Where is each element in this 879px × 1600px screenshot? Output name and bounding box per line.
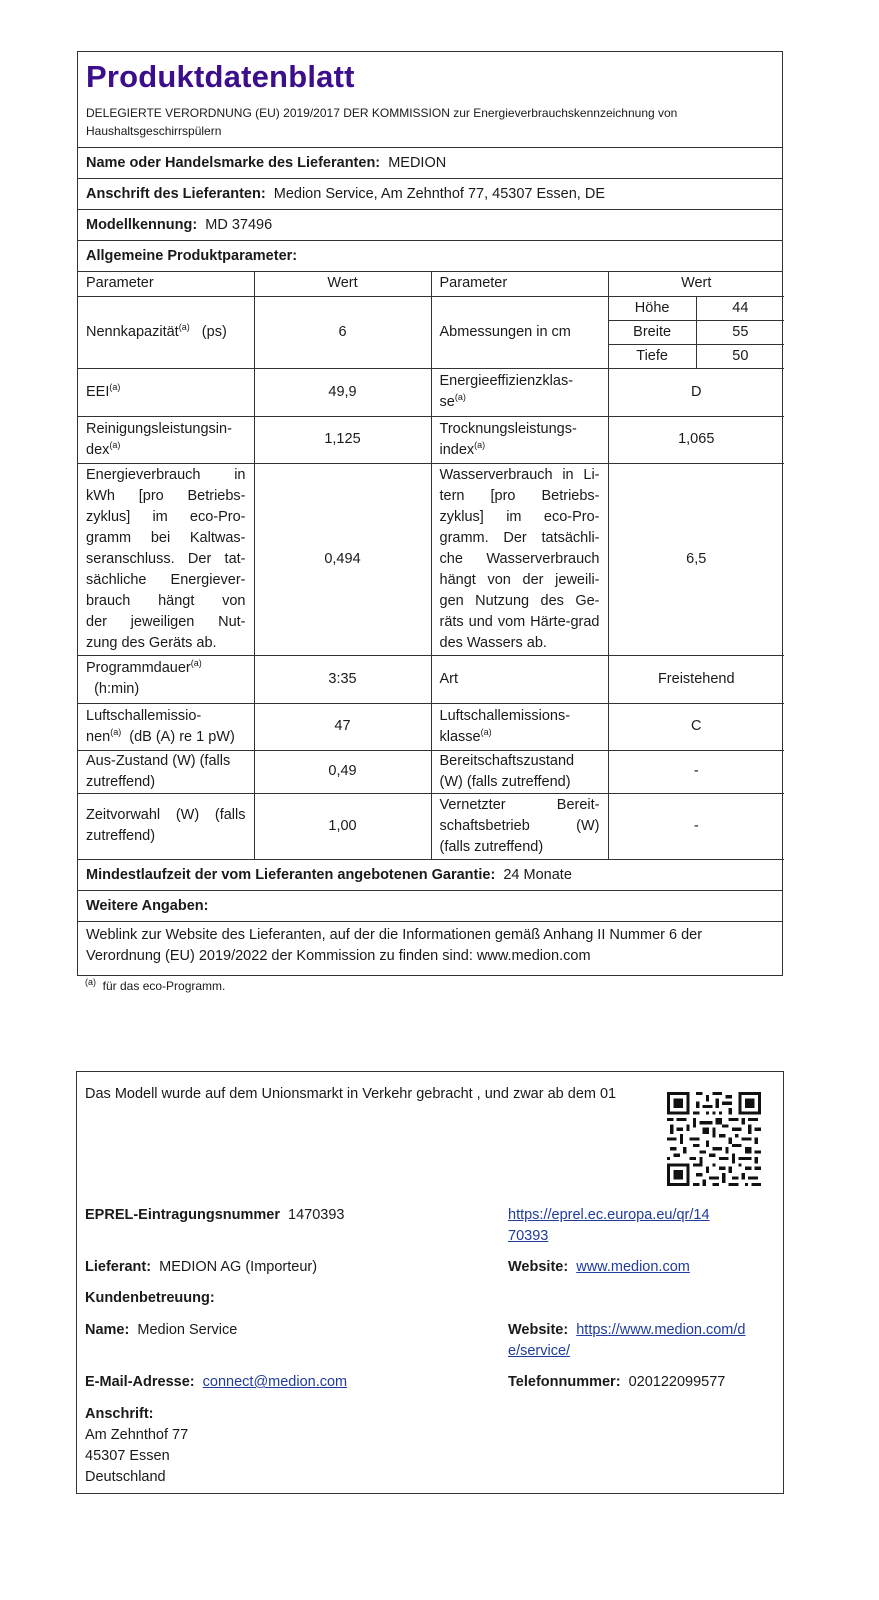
supplier-line <box>85 1257 317 1278</box>
noise-label: Luftschallemissio- nen$^{(a)}$ (dB (A) re 1 pW) <box>78 703 254 750</box>
dimensions-value <box>608 296 784 368</box>
model-row <box>78 210 782 241</box>
program-duration-value: 3:35 <box>254 655 431 703</box>
eprel-info-box <box>76 1071 784 1494</box>
header-parameter-2: Parameter <box>431 272 608 296</box>
dimension-width-value: 55 <box>696 320 784 344</box>
table-row <box>78 416 784 463</box>
market-placement-text: Das Modell wurde auf dem Unionsmarkt in Verkehr gebracht , und zwar ab dem 01 <box>85 1086 617 1102</box>
service-name-line <box>85 1320 237 1341</box>
drying-index-value: 1,065 <box>608 416 784 463</box>
table-row <box>78 703 784 750</box>
table-row <box>78 296 784 368</box>
model-value: MD 37496 <box>205 217 273 233</box>
website-label: Website: <box>508 1259 569 1275</box>
qr-code-icon[interactable] <box>667 1092 761 1186</box>
water-consumption-label: Wasserverbrauch in Li-tern [pro Betriebs-zyklus] im eco-Pro-gramm. Der tatsächli-che Wasserverbrauch hängt von der jeweili-gen Nutzung des Ge-räts und vom Härte-grad des Wassers ab. <box>431 463 608 655</box>
off-mode-label: Aus-Zustand (W) (falls zutreffend) <box>78 750 254 793</box>
capacity-value: 6 <box>254 296 431 368</box>
service-name-value: Medion Service <box>137 1322 238 1338</box>
service-website-line <box>508 1320 745 1362</box>
networked-standby-value: - <box>608 793 784 859</box>
dimension-row-depth <box>609 344 785 368</box>
efficiency-class-label: Energieeffizienzklas- $se^{(a)}$ <box>431 368 608 416</box>
dimension-row-height <box>609 297 785 321</box>
supplier-name-row <box>78 148 782 179</box>
header-value-2: Wert <box>608 272 784 296</box>
table-row <box>78 793 784 859</box>
service-website-link-line2[interactable]: e/service/ <box>508 1343 571 1359</box>
supplier-address-label: Anschrift des Lieferanten: <box>86 186 266 202</box>
customer-service-heading: Kundenbetreuung: <box>85 1290 215 1306</box>
address-line: Deutschland <box>85 1469 166 1485</box>
header-value-1: Wert <box>254 272 431 296</box>
eei-label: EEI$^{(a)}$ <box>78 368 254 416</box>
model-label: Modellkennung: <box>86 217 198 233</box>
phone-line <box>508 1372 725 1393</box>
networked-standby-label: Vernetzter Bereit- schaftsbetrieb (W) (falls zutreffend) <box>431 793 608 859</box>
website-line <box>508 1257 690 1278</box>
delay-start-value: 1,00 <box>254 793 431 859</box>
footnote <box>85 979 225 993</box>
product-data-sheet <box>77 51 783 976</box>
eprel-number-label: EPREL-Eintragungsnummer <box>85 1207 280 1223</box>
efficiency-class-value: D <box>608 368 784 416</box>
phone-label: Telefonnummer: <box>508 1374 621 1390</box>
supplier-address-value: Medion Service, Am Zehnthof 77, 45307 Essen, DE <box>273 186 606 202</box>
program-duration-label: Programmdauer$^{(a)}$ (h:min) <box>78 655 254 703</box>
supplier-name-label: Name oder Handelsmarke des Lieferanten: <box>86 155 381 171</box>
address-line: Am Zehnthof 77 <box>85 1427 189 1443</box>
general-params-row <box>78 241 782 272</box>
noise-class-value: C <box>608 703 784 750</box>
off-mode-value: 0,49 <box>254 750 431 793</box>
regulation-subtitle: DELEGIERTE VERORDNUNG (EU) 2019/2017 DER KOMMISSION zur Energieverbrauchskennzeichnung von Haushaltsgeschirrspülern <box>86 106 678 138</box>
warranty-label: Mindestlaufzeit der vom Lieferanten angebotenen Garantie: <box>86 866 496 883</box>
general-params-label: Allgemeine Produktparameter: <box>86 248 298 264</box>
drying-index-label: Trocknungsleistungs- index$^{(a)}$ <box>431 416 608 463</box>
address-line: 45307 Essen <box>85 1448 170 1464</box>
dimensions-label: Abmessungen in cm <box>431 296 608 368</box>
service-name-label: Name: <box>85 1322 130 1338</box>
address-block <box>85 1404 188 1488</box>
eei-value: 49,9 <box>254 368 431 416</box>
eprel-link[interactable] <box>508 1205 710 1247</box>
email-label: E-Mail-Adresse: <box>85 1374 195 1390</box>
weblink-text: Weblink zur Website des Lieferanten, auf der die Informationen gemäß Anhang II Nummer 6 der Verordnung (EU) 2019/2022 der Kommission zu finden sind: www.medion.com <box>86 926 703 964</box>
eprel-link-line1[interactable]: https://eprel.ec.europa.eu/qr/14 <box>508 1207 710 1223</box>
dimension-row-width <box>609 320 785 344</box>
eprel-number-value: 1470393 <box>288 1207 345 1223</box>
phone-value: 020122099577 <box>628 1374 726 1390</box>
table-row <box>78 463 784 655</box>
noise-class-label: Luftschallemissions- klasse$^{(a)}$ <box>431 703 608 750</box>
parameters-table <box>78 272 784 860</box>
type-value: Freistehend <box>608 655 784 703</box>
dimension-depth-value: 50 <box>732 347 749 364</box>
eprel-link-line2[interactable]: 70393 <box>508 1228 549 1244</box>
footnote-marker: (a) <box>85 977 96 987</box>
header-parameter-1: Parameter <box>78 272 254 296</box>
email-line <box>85 1372 347 1393</box>
supplier-value: MEDION AG (Importeur) <box>159 1259 318 1275</box>
table-row <box>78 655 784 703</box>
service-website-link-line1[interactable]: https://www.medion.com/d <box>576 1322 746 1338</box>
supplier-name-value: MEDION <box>388 155 447 171</box>
service-website-label: Website: <box>508 1322 569 1338</box>
capacity-label: Nennkapazität$^{(a)}$ (ps) <box>78 296 254 368</box>
dimension-height-value: 44 <box>696 297 784 321</box>
email-link[interactable]: connect@medion.com <box>202 1374 348 1390</box>
standby-value: - <box>608 750 784 793</box>
table-row <box>78 368 784 416</box>
type-label: Art <box>431 655 608 703</box>
cleaning-index-label: Reinigungsleistungsin- dex$^{(a)}$ <box>78 416 254 463</box>
standby-label: Bereitschaftszustand (W) (falls zutreffend) <box>431 750 608 793</box>
dimension-height-label: Höhe <box>609 297 697 321</box>
dimensions-subtable <box>609 297 785 368</box>
address-label: Anschrift: <box>85 1406 154 1422</box>
title-block <box>78 52 782 148</box>
delay-start-label: Zeitvorwahl (W) (falls zutreffend) <box>78 793 254 859</box>
page-title: Produktdatenblatt <box>86 59 355 94</box>
further-info-row <box>78 891 782 922</box>
energy-consumption-value: 0,494 <box>254 463 431 655</box>
energy-consumption-label: Energieverbrauch in kWh [pro Betriebs-zyklus] im eco-Pro-gramm bei Kaltwas-seranschluss. Der tat-sächliche Energiever-brauch hängt von der jeweiligen Nut-zung des Geräts ab. <box>78 463 254 655</box>
warranty-row <box>78 860 782 891</box>
table-row <box>78 750 784 793</box>
footnote-text: für das eco-Programm. <box>102 979 226 993</box>
supplier-label: Lieferant: <box>85 1259 152 1275</box>
supplier-address-row <box>78 179 782 210</box>
eprel-number-line <box>85 1205 344 1226</box>
water-consumption-value: 6,5 <box>608 463 784 655</box>
dimension-depth-label: Tiefe <box>609 344 697 368</box>
dimension-width-label: Breite <box>609 320 697 344</box>
warranty-value: 24 Monate <box>503 866 572 883</box>
noise-value: 47 <box>254 703 431 750</box>
table-header-row <box>78 272 784 296</box>
cleaning-index-value: 1,125 <box>254 416 431 463</box>
website-link[interactable]: www.medion.com <box>576 1259 690 1275</box>
further-info-label: Weitere Angaben: <box>86 897 209 914</box>
